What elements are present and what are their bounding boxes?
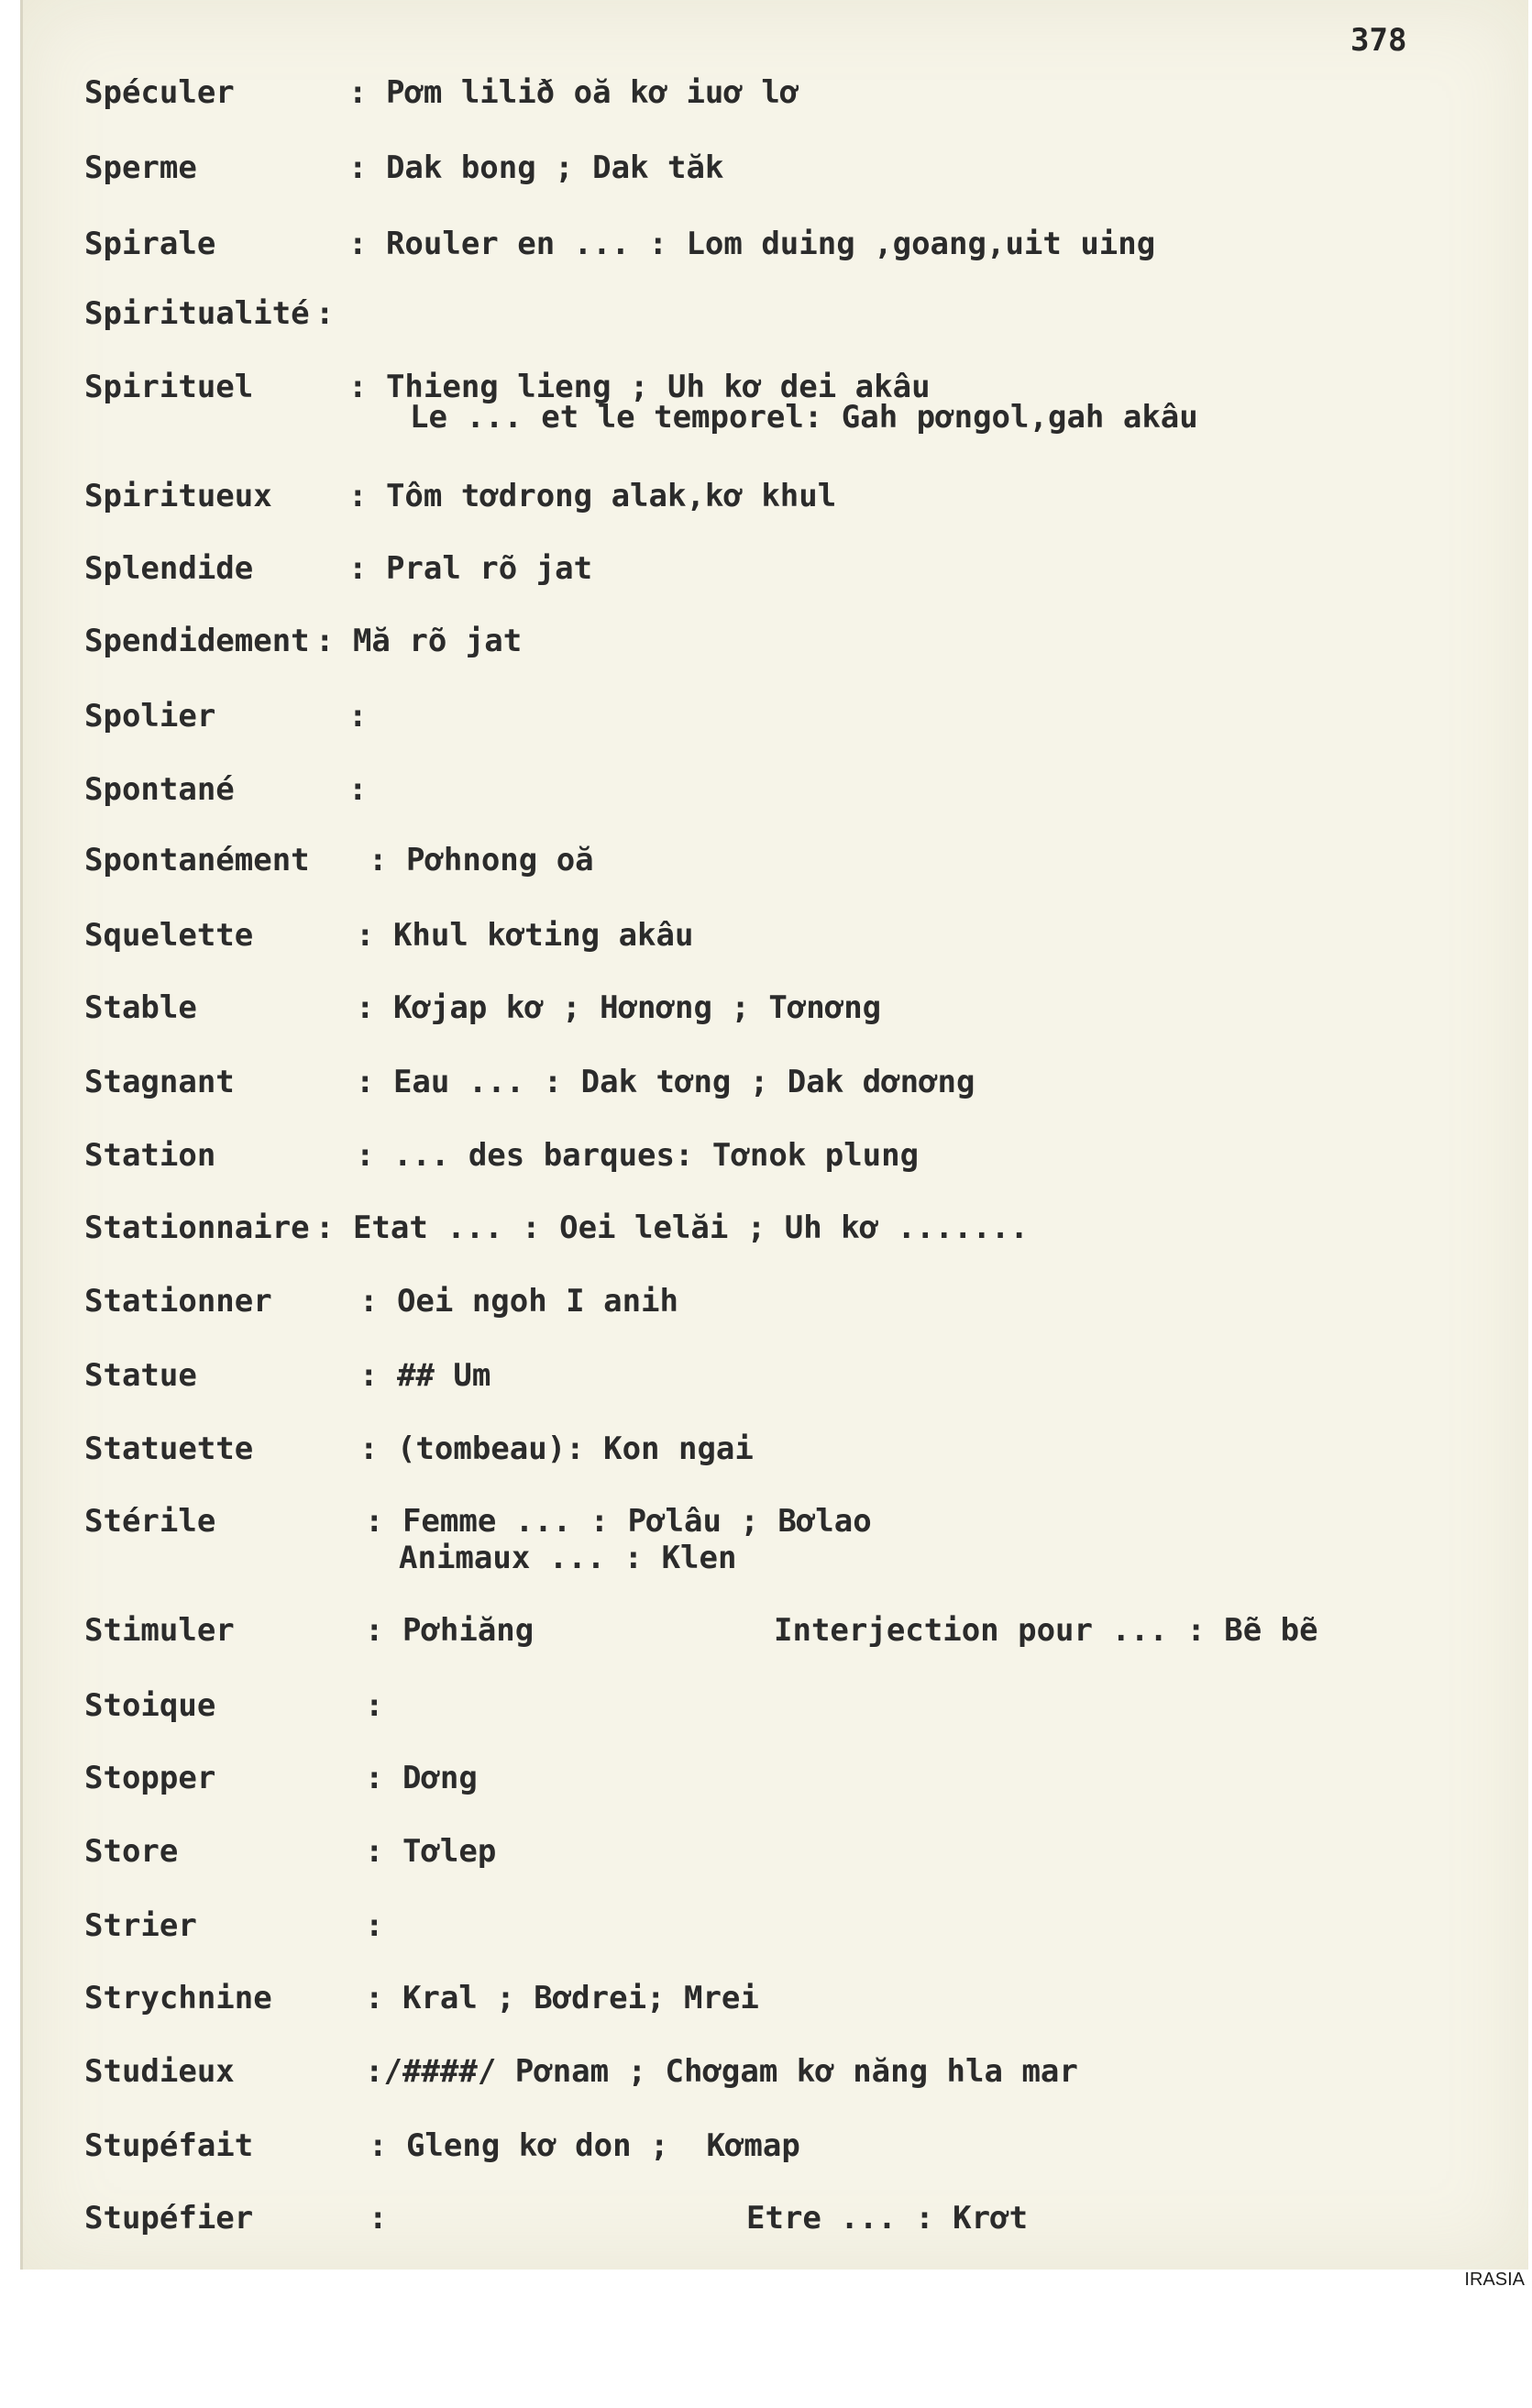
entry-statue	[84, 1354, 491, 1397]
entry-studieux	[84, 2050, 1078, 2093]
entry-speculer	[84, 72, 799, 114]
entry-definition: : Etat ... : Oei lelăi ; Uh kơ .......	[315, 1210, 1029, 1246]
entry-stimuler	[84, 1609, 1318, 1651]
entry-headword: Studieux	[84, 2053, 235, 2090]
entry-definition: : ... des barques: Tơnok plung	[356, 1137, 920, 1174]
entry-side-note: Etre ... : Krơt	[746, 2200, 1029, 2237]
entry-stagnant	[84, 1061, 975, 1103]
entry-headword: Stopper	[84, 1760, 216, 1796]
entry-headword: Station	[84, 1137, 216, 1174]
entry-headword: Stupéfait	[84, 2127, 254, 2164]
entry-headword: Strychnine	[84, 1980, 272, 2016]
entry-definition: : Gleng kơ don ; Kơmap	[369, 2127, 800, 2164]
entry-definition: : Femme ... : Pơlâu ; Bơlao	[365, 1503, 872, 1540]
entry-headword: Store	[84, 1833, 179, 1870]
entry-definition: : Eau ... : Dak tơng ; Dak dơnơng	[356, 1064, 975, 1100]
entry-statuette	[84, 1428, 754, 1470]
entry-definition: :	[348, 698, 368, 735]
entry-stationnaire	[84, 1207, 1029, 1249]
entry-stoique	[84, 1684, 384, 1727]
entry-headword: Splendide	[84, 550, 254, 587]
entry-strier	[84, 1905, 384, 1947]
entry-definition: : Dak bong ; Dak tăk	[348, 149, 724, 186]
entry-headword: Stupéfier	[84, 2200, 254, 2237]
entry-definition: : Tôm tơdrong alak,kơ khul	[348, 478, 837, 514]
entry-headword: Spirituel	[84, 369, 254, 405]
entry-headword: Stérile	[84, 1503, 216, 1540]
entry-spendidement	[84, 620, 523, 662]
entry-definition: :	[348, 771, 368, 808]
entry-spirituel	[84, 366, 931, 408]
entry-headword: Statuette	[84, 1430, 254, 1467]
entry-headword: Stagnant	[84, 1064, 235, 1100]
entry-definition: : (tombeau): Kon ngai	[359, 1430, 754, 1467]
entry-definition: : Pơm lilið oă kơ iuơ lơ	[348, 74, 799, 111]
entry-headword: Spolier	[84, 698, 216, 735]
entry-store	[84, 1830, 497, 1872]
entry-definition: : Pral rõ jat	[348, 550, 593, 587]
entry-stationner	[84, 1280, 678, 1322]
entry-definition: :	[369, 2200, 388, 2237]
entry-continuation: Animaux ... : Klen	[399, 1540, 737, 1576]
entry-headword: Spendidement	[84, 623, 310, 659]
entry-definition: : Mă rõ jat	[315, 623, 523, 659]
entry-definition: : Pơhnong oă	[369, 842, 594, 878]
entry-headword: Stimuler	[84, 1612, 235, 1649]
entry-headword: Spontanément	[84, 842, 310, 878]
entry-definition: :/####/ Pơnam ; Chơgam kơ năng hla mar	[365, 2053, 1078, 2090]
entry-continuation: Le ... et le temporel: Gah pơngol,gah akâu	[410, 399, 1198, 436]
entry-definition: : Kral ; Bơdrei; Mrei	[365, 1980, 759, 2016]
entry-definition: : Thieng lieng ; Uh kơ dei akâu	[348, 369, 931, 405]
entry-spontane	[84, 768, 368, 811]
page-number: 378	[1350, 22, 1407, 59]
entry-headword: Statue	[84, 1357, 197, 1394]
entry-strychnine	[84, 1977, 759, 2019]
entry-spolier	[84, 695, 368, 737]
entry-squelette	[84, 914, 694, 956]
entry-headword: Spirale	[84, 226, 216, 262]
entry-headword: Sperme	[84, 149, 197, 186]
entry-sperme	[84, 147, 724, 189]
entry-side-note: Interjection pour ... : Bẽ bẽ	[774, 1612, 1318, 1649]
entry-definition: : Pơhiăng	[365, 1612, 535, 1649]
entry-station	[84, 1134, 920, 1176]
entry-spiritueux	[84, 475, 837, 517]
entry-definition: : Khul kơting akâu	[356, 917, 694, 954]
entry-spirale	[84, 223, 1156, 265]
entry-stable	[84, 987, 882, 1029]
entry-headword: Spéculer	[84, 74, 235, 111]
entry-headword: Stoique	[84, 1687, 216, 1724]
entry-headword: Spiritualité	[84, 295, 310, 332]
entry-spiritualite	[84, 293, 335, 335]
entry-spontanement	[84, 839, 594, 881]
entry-definition: : Dơng	[365, 1760, 478, 1796]
entry-stupefier	[84, 2197, 1029, 2239]
entry-headword: Stable	[84, 989, 197, 1026]
entry-splendide	[84, 547, 593, 590]
entry-definition: : ## Um	[359, 1357, 491, 1394]
entry-definition: : Rouler en ... : Lom duing ,goang,uit uing	[348, 226, 1156, 262]
entry-definition: : Oei ngoh I anih	[359, 1283, 678, 1320]
dictionary-sheet	[20, 0, 1528, 2270]
entry-definition: :	[315, 295, 335, 332]
entry-definition: : Tơlep	[365, 1833, 497, 1870]
entry-definition: : Kơjap kơ ; Hơnơng ; Tơnơng	[356, 989, 882, 1026]
irasia-watermark: IRASIA	[1464, 2270, 1525, 2290]
entry-headword: Stationner	[84, 1283, 272, 1320]
entry-stupefait	[84, 2125, 800, 2167]
entry-headword: Spiritueux	[84, 478, 272, 514]
entry-headword: Strier	[84, 1907, 197, 1944]
entry-sterile	[84, 1500, 872, 1542]
entry-headword: Spontané	[84, 771, 235, 808]
entry-definition: :	[365, 1907, 384, 1944]
entry-headword: Stationnaire	[84, 1210, 310, 1246]
entry-headword: Squelette	[84, 917, 254, 954]
entry-definition: :	[365, 1687, 384, 1724]
entry-stopper	[84, 1757, 478, 1799]
